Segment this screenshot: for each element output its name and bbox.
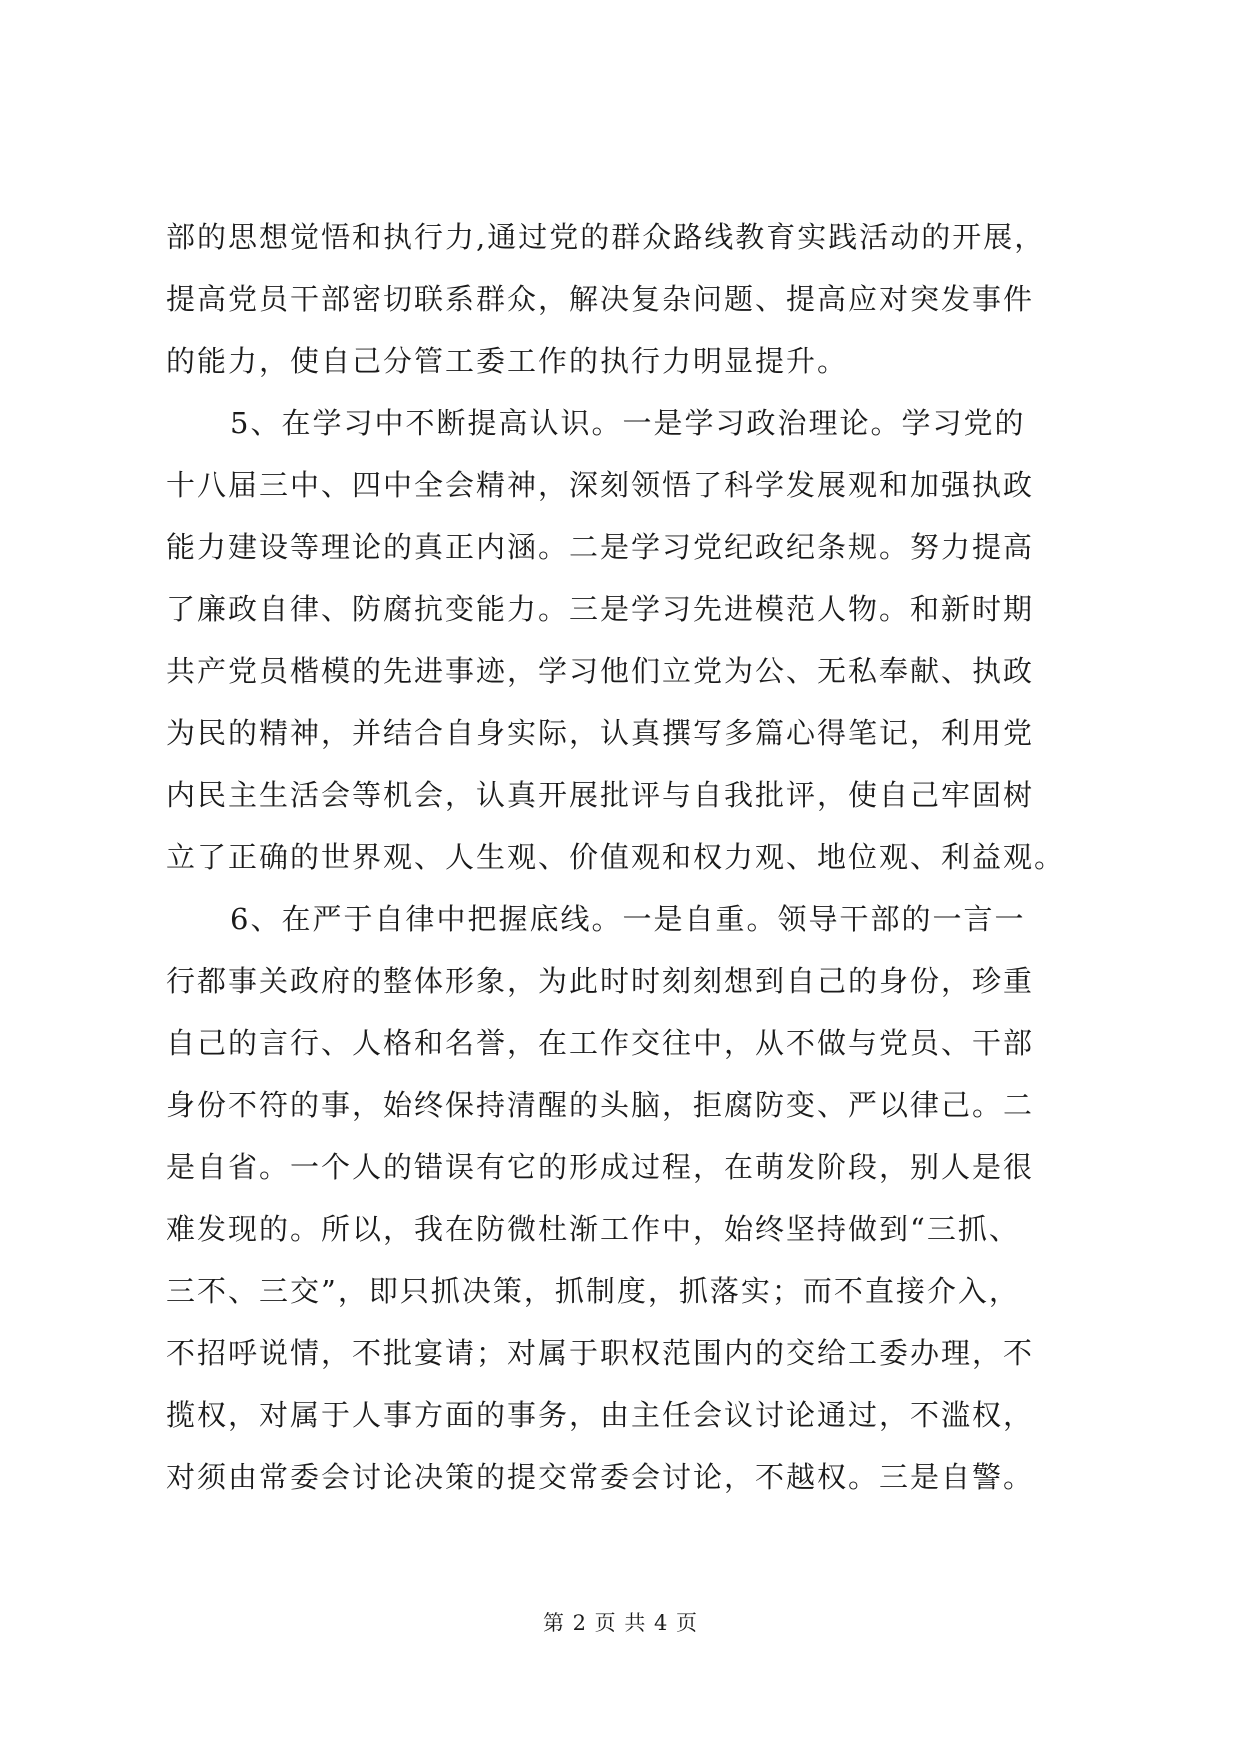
text-line: 能力建设等理论的真正内涵。二是学习党纪政纪条规。努力提高 [166, 530, 1035, 564]
text-line: 三不、三交”，即只抓决策，抓制度，抓落实；而不直接介入， [166, 1274, 1020, 1308]
text-line: 十八届三中、四中全会精神，深刻领悟了科学发展观和加强执政 [166, 468, 1035, 502]
page-number-footer: 第 2 页 共 4 页 [542, 1611, 699, 1635]
paragraph-start-line: 5、在学习中不断提高认识。一是学习政治理论。学习党的 [230, 406, 1026, 440]
text-line: 的能力，使自己分管工委工作的执行力明显提升。 [166, 344, 849, 378]
text-line: 部的思想觉悟和执行力,通过党的群众路线教育实践活动的开展， [166, 220, 1046, 254]
text-line: 自己的言行、人格和名誉，在工作交往中，从不做与党员、干部 [166, 1026, 1035, 1060]
text-line: 难发现的。所以，我在防微杜渐工作中，始终坚持做到“三抓、 [166, 1212, 1020, 1246]
text-line: 了廉政自律、防腐抗变能力。三是学习先进模范人物。和新时期 [166, 592, 1035, 626]
text-line: 内民主生活会等机会，认真开展批评与自我批评，使自己牢固树 [166, 778, 1035, 812]
text-line: 不招呼说情，不批宴请；对属于职权范围内的交给工委办理，不 [166, 1336, 1035, 1370]
text-line: 提高党员干部密切联系群众，解决复杂问题、提高应对突发事件 [166, 282, 1035, 316]
paragraph-start-line: 6、在严于自律中把握底线。一是自重。领导干部的一言一 [230, 902, 1026, 936]
text-line: 揽权，对属于人事方面的事务，由主任会议讨论通过，不滥权， [166, 1398, 1035, 1432]
text-line: 共产党员楷模的先进事迹，学习他们立党为公、无私奉献、执政 [166, 654, 1035, 688]
text-line: 行都事关政府的整体形象，为此时时刻刻想到自己的身份，珍重 [166, 964, 1035, 998]
text-line: 为民的精神，并结合自身实际，认真撰写多篇心得笔记，利用党 [166, 716, 1035, 750]
text-line: 立了正确的世界观、人生观、价值观和权力观、地位观、利益观。 [166, 840, 1066, 874]
body-text [166, 206, 1126, 1508]
text-line: 对须由常委会讨论决策的提交常委会讨论，不越权。三是自警。 [166, 1460, 1035, 1494]
text-line: 是自省。一个人的错误有它的形成过程，在萌发阶段，别人是很 [166, 1150, 1035, 1184]
text-line: 身份不符的事，始终保持清醒的头脑，拒腐防变、严以律己。二 [166, 1088, 1035, 1122]
